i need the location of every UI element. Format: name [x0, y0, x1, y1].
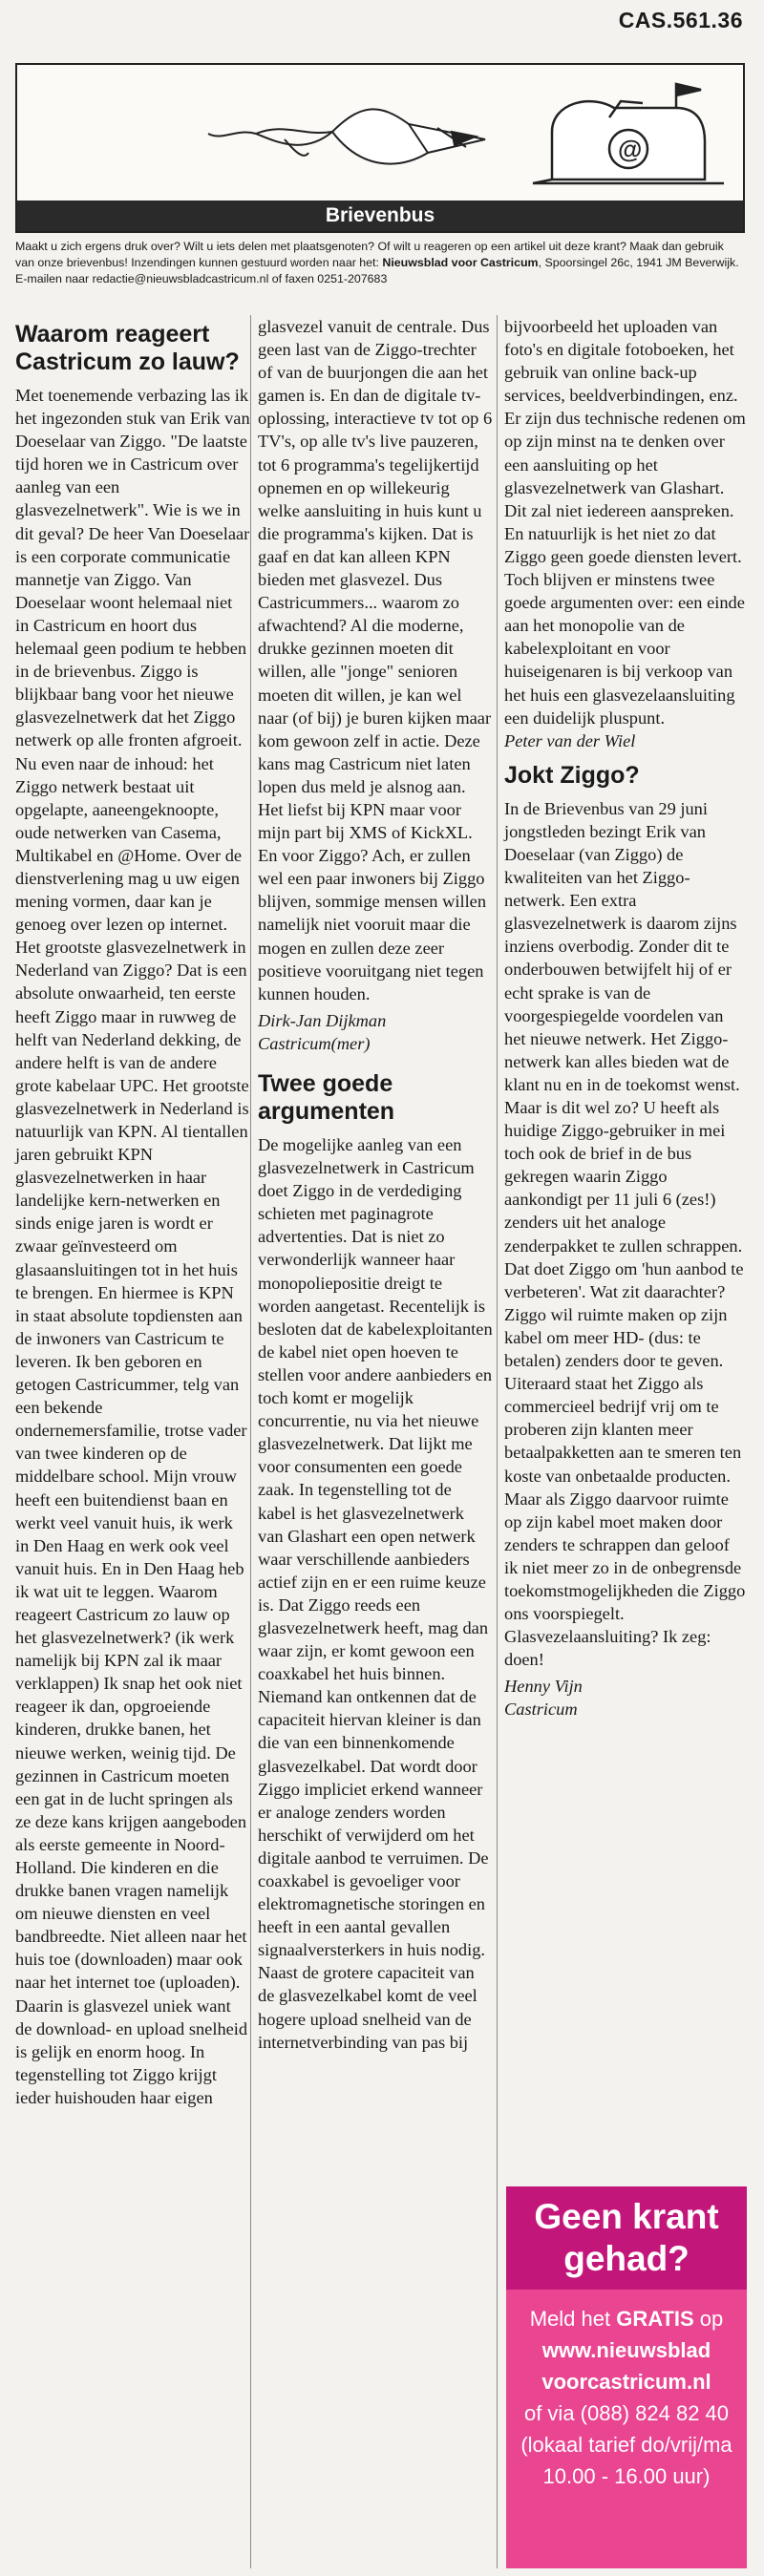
- signature-place: Castricum: [504, 1700, 578, 1720]
- column-1: [15, 315, 250, 2109]
- ad-body: [506, 2290, 747, 2505]
- intro-contact: E-mailen naar redactie@nieuwsbladcastricum.nl of faxen 0251-207683: [15, 272, 388, 285]
- column-divider: [497, 315, 498, 2568]
- headline-lauw: Waarom reageert Castricum zo lauw?: [15, 321, 240, 375]
- brievenbus-masthead: [15, 63, 745, 233]
- column-divider: [250, 315, 251, 2568]
- column-2: [258, 315, 493, 2054]
- ad-phone: of via (088) 824 82 40: [523, 2401, 730, 2425]
- intro-paper-name: Nieuwsblad voor Castricum: [382, 256, 539, 269]
- article-argumenten-body-2: bijvoorbeeld het uploaden van foto's en digitale fotoboeken, het gebruik van online back-up services, beeldverbindingen, enz. Er zijn dus technische redenen om op zijn minst na te denken over een aansluiting op het glasvezelnetwerk van Glashart. Dit zal niet iedereen aanspreken. En natuurlijk is het niet zo dat Ziggo geen goede diensten levert. Toch blijven er minstens twee goede argumenten over: een einde aan het monopolie van de kabelexploitant en voor huiseigenaren is bij verkoop van het huis een glasvezelaansluiting een duidelijk pluspunt.: [504, 317, 746, 728]
- ad-headline: Geen krant gehad?: [506, 2186, 747, 2290]
- masthead-title: Brievenbus: [17, 201, 743, 231]
- article-lauw-body-2: glasvezel vanuit de centrale. Dus geen last van de Ziggo-trechter of van de buurjongen die aan het gamen is. En dan de digitale tv-oplossing, interactieve tv tot op 6 TV's, op alle tv's live pauzeren, tot 6 programma's tegelijkertijd opnemen en op willekeurig welke aansluiting in huis kunt u die programma's kijken. Dat is gaaf en dat kan alleen KPN bieden met glasvezel. Dus Castricummers... waarom zo afwachtend? Al die moderne, drukke gezinnen moeten dit willen, alle "jonge" senioren moeten dit willen, je kan wel naar (of bij) je buren kijken maar kom gewoon zelf in actie. Deze kans mag Castricum niet laten lopen dus meld je alsnog aan. Het liefst bij KPN maar voor mijn part bij XMS of KickXL. En voor Ziggo? Ach, er zullen wel een paar inwoners bij Ziggo blijven, sommige mensen willen namelijk niet vooruit maar die mogen en zullen deze zeer positieve vooruitgang niet tegen kunnen houden.: [258, 317, 493, 1003]
- signature-name: Peter van der Wiel: [504, 730, 636, 750]
- ad-line1-suffix: op: [693, 2307, 724, 2331]
- ad-gratis: GRATIS: [616, 2307, 694, 2331]
- mailbox-at-icon: [533, 84, 724, 183]
- svg-text:@: @: [618, 135, 643, 163]
- ad-url-2[interactable]: voorcastricum.nl: [541, 2370, 711, 2394]
- signature-name: Dirk-Jan Dijkman: [258, 1010, 387, 1030]
- headline-argumenten: Twee goede argumenten: [258, 1070, 395, 1125]
- intro-text: Maakt u zich ergens druk over? Wilt u iets delen met plaatsgenoten? Of wilt u reageren op een artikel uit deze krant? Maak dan gebruik van onze brievenbus! Inzendingen kunnen gestuurd worden naar het:: [15, 240, 724, 269]
- column-3: [504, 315, 747, 1721]
- ad-hours: 10.00 - 16.00 uur): [542, 2464, 711, 2488]
- ad-line1-prefix: Meld het: [529, 2307, 617, 2331]
- signature-name: Henny Vijn: [504, 1677, 583, 1697]
- masthead-intro: [15, 239, 745, 287]
- ad-tariff: (lokaal tarief do/vrij/ma: [520, 2433, 732, 2457]
- article-argumenten-body-1: De mogelijke aanleg van een glasvezelnetwerk in Castricum doet Ziggo in de verdediging schieten met paginagrote advertenties. Dat is niet zo verwonderlijk wanneer haar monopoliepositie dreigt te worden aangetast. Recentelijk is besloten dat de kabelexploitanten de kabel niet open hoeven te stellen voor andere aanbieders en toch komt er mogelijk concurrentie, nu via het nieuwe glasvezelnetwerk. Dat lijkt me voor consumenten een goede zaak. In tegenstelling tot de kabel is het glasvezelnetwerk van Glashart een open netwerk waar verschillende aanbieders actief zijn en er een ruime keuze is. Dat Ziggo reeds een glasvezelnetwerk heeft, mag dan waar zijn, er komt gewoon een coaxkabel het huis binnen. Niemand kan ontkennen dat de capaciteit hiervan kleiner is dan die van een binnenkomende glasvezelkabel. Dat wordt door Ziggo impliciet erkend wanneer er analoge zenders worden herschikt of verwijderd om het digitale aanbod te verruimen. De coaxkabel is gevoeliger voor elektromagnetische storingen en heeft in een aantal gevallen signaalversterkers in huis nodig. Naast de grotere capaciteit van de glasvezelkabel komt de veel hogere upload snelheid van de internetverbinding van pas bij: [258, 1135, 493, 2052]
- pen-nib-icon: [208, 109, 485, 163]
- article-lauw-body-1: Met toenemende verbazing las ik het ingezonden stuk van Erik van Doeselaar van Ziggo. "De laatste tijd horen we in Castricum over aanleg van een glasvezelnetwerk". Wie is we in dit geval? De heer Van Doeselaar is een corporate communicatie mannetje van Ziggo. Van Doeselaar woont helemaal niet in Castricum en hoort dus helemaal geen podium te hebben in de brievenbus. Ziggo is blijkbaar bang voor het nieuwe glasvezelnetwerk dat het Ziggo netwerk op alle fronten afgroeit. Nu even naar de inhoud: het Ziggo netwerk bestaat uit opgelapte, aaneengeknoopte, oude netwerken van Casema, Multikabel en @Home. Over de dienstverlening mag u uw eigen mening vormen, daar kan je genoeg over lezen op internet. Het grootste glasvezelnetwerk in Nederland van Ziggo? Dat is een absolute onwaarheid, ten eerste heeft Ziggo maar in ruwweg de helft van Nederland dekking, de andere helft is van de andere grote kabelaar UPC. Het grootste glasvezelnetwerk in Nederland is natuurlijk van KPN. Al tientallen jaren gebruikt KPN glasvezelnetwerken in haar landelijke kern-netwerken en sinds enige jaren is wordt er zwaar geïnvesteerd om glasaansluitingen tot in het huis te brengen. En hiermee is KPN in staat absolute topdiensten aan de inwoners van Castricum te leveren. Ik ben geboren en getogen Castricummer, telg van een bekende ondernemersfamilie, trotse vader van twee kinderen op de middelbare school. Mijn vrouw heeft een buitendienst baan en werkt veel vanuit huis, ik werk in Den Haag en werk ook veel vanuit huis. En in Den Haag heb ik wat uit te leggen. Waarom reageert Castricum zo lauw op het glasvezelnetwerk? (ik werk namelijk bij KPN zal ik maar verklappen) Ik snap het ook niet reageer ik dan, opgroeiende kinderen, drukke banen, het nieuwe werken, weinig tijd. De gezinnen in Castricum moeten een gat in de lucht springen als ze deze kans krijgen aangeboden als eerste gemeente in Noord-Holland. Die kinderen en die drukke banen vragen namelijk om nieuwe diensten en veel bandbreedte. Niet alleen naar het huis toe (downloaden) maar ook naar het internet toe (uploaden). Daarin is glasvezel uniek want de download- en upload snelheid is gelijk en enorm hoog. In tegenstelling tot Ziggo krijgt ieder huishouden haar eigen: [15, 386, 250, 2107]
- article-jokt-body: In de Brievenbus van 29 juni jongstleden bezingt Erik van Doeselaar (van Ziggo) de kwaliteiten van het Ziggo-netwerk. Een extra glasvezelnetwerk is daarom zijns inziens overbodig. Zonder dit te onderbouwen betwijfelt hij of er echt sprake is van de voorgespiegelde voordelen van het nieuwe netwerk. Het Ziggo-netwerk kan alles bieden wat de klant nu en in de toekomst wenst. Maar is dit wel zo? U heeft als huidige Ziggo-gebruiker in mei toch ook de brief in de bus gekregen waarin Ziggo aankondigt per 11 juli 6 (zes!) zenders uit het analoge zenderpakket te zullen schrappen. Dat doet Ziggo om 'hun aanbod te verbeteren'. Wat zit daarachter? Ziggo wil ruimte maken op zijn kabel om meer HD- (dus: te betalen) zenders door te geven. Uiteraard staat het Ziggo als commercieel bedrijf vrij om te proberen zijn klanten meer betaalpakketten aan te smeren ten koste van onbetaalde producten. Maar als Ziggo daarvoor ruimte op zijn kabel moet maken door zenders te schrappen dan geloof ik niet meer zo in de onbegrensde toekomstmogelijkheden die Ziggo ons voorspiegelt. Glasvezelaansluiting? Ik zeg: doen!: [504, 798, 746, 1670]
- masthead-illustration: [17, 65, 743, 202]
- geen-krant-ad[interactable]: [506, 2186, 747, 2568]
- page-code: CAS.561.36: [618, 8, 743, 32]
- headline-jokt-ziggo: Jokt Ziggo?: [504, 761, 640, 789]
- intro-address: , Spoorsingel 26c, 1941 JM Beverwijk.: [538, 256, 739, 269]
- signature-place: Castricum(mer): [258, 1033, 371, 1053]
- ad-url-1[interactable]: www.nieuwsblad: [541, 2338, 711, 2362]
